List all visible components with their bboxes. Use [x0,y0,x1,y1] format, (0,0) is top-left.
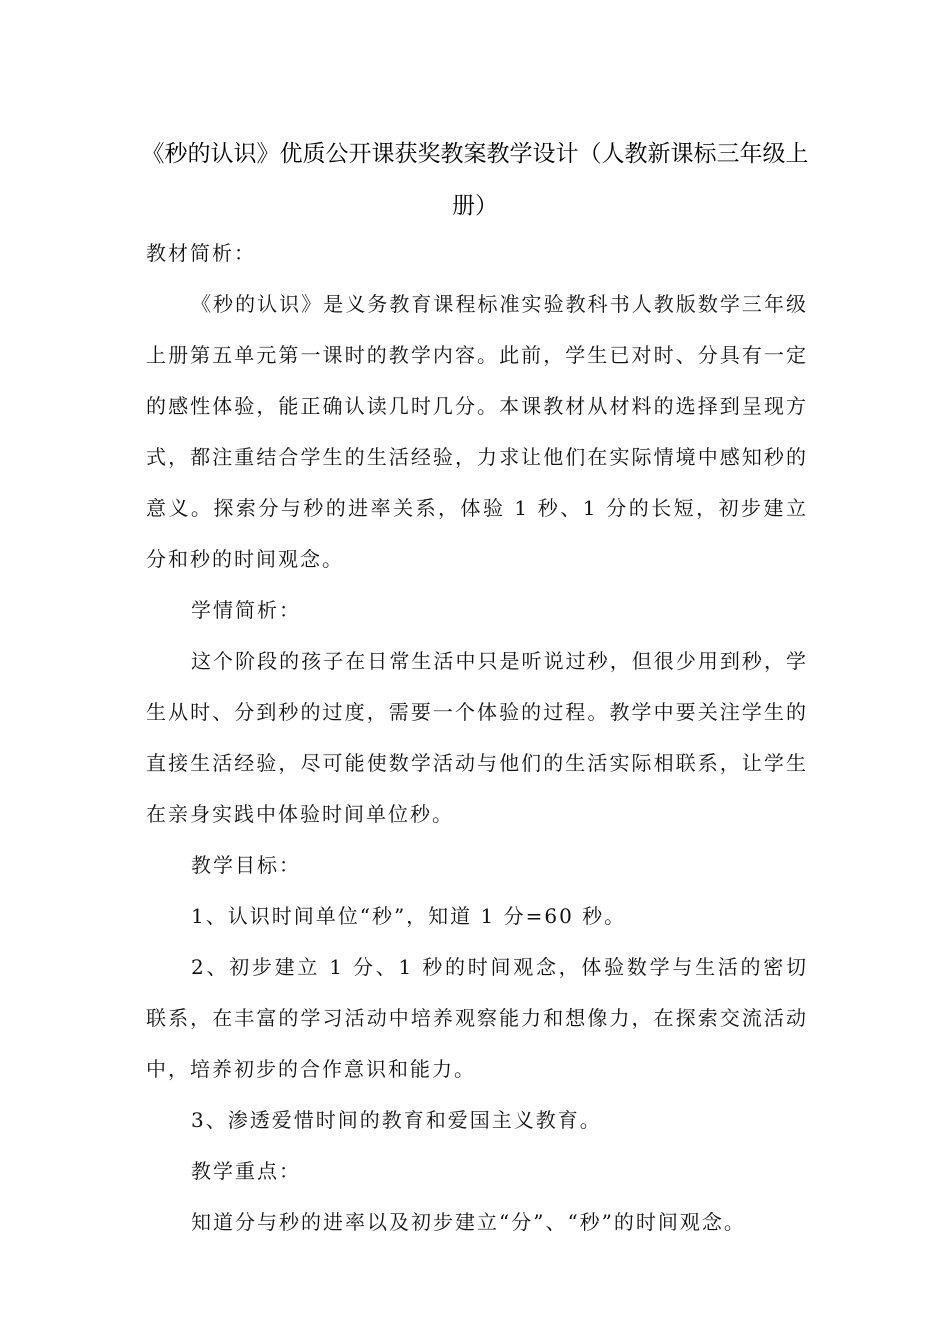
section-heading-teaching-goals: 教学目标： [191,853,301,877]
paragraph-textbook-analysis: 《秒的认识》是义务教育课程标准实验教科书人教版数学三年级上册第五单元第一课时的教学内容。此前，学生已对时、分具有一定的感性体验，能正确认读几时几分。本课教材从材料的选择到呈现方式，都注重结合学生的生活经验，力求让他们在实际情境中感知秒的意义。探索分与秒的进率关系，体验 1 秒、1 分的长短，初步建立分和秒的时间观念。 [146,292,808,571]
document-body [146,228,808,1248]
goal-item-1: 1、认识时间单位“秒”，知道 1 分=60 秒。 [191,904,627,928]
paragraph-student-analysis: 这个阶段的孩子在日常生活中只是听说过秒，但很少用到秒，学生从时、分到秒的过度，需要一个体验的过程。教学中要关注学生的直接生活经验，尽可能使数学活动与他们的生活实际相联系，让学生在亲身实践中体验时间单位秒。 [146,649,808,826]
section-heading-textbook-analysis: 教材简析： [146,241,256,265]
paragraph-key-points: 知道分与秒的进率以及初步建立“分”、“秒”的时间观念。 [191,1210,746,1234]
section-heading-student-analysis: 学情简析： [191,598,301,622]
section-heading-key-points: 教学重点： [191,1159,301,1183]
goal-item-2: 2、初步建立 1 分、1 秒的时间观念，体验数学与生活的密切联系，在丰富的学习活动中培养观察能力和想像力，在探索交流活动中，培养初步的合作意识和能力。 [146,955,808,1081]
goal-item-3: 3、渗透爱惜时间的教育和爱国主义教育。 [191,1108,602,1132]
document-title: 《秒的认识》优质公开课获奖教案教学设计（人教新课标三年级上册） [141,141,809,219]
